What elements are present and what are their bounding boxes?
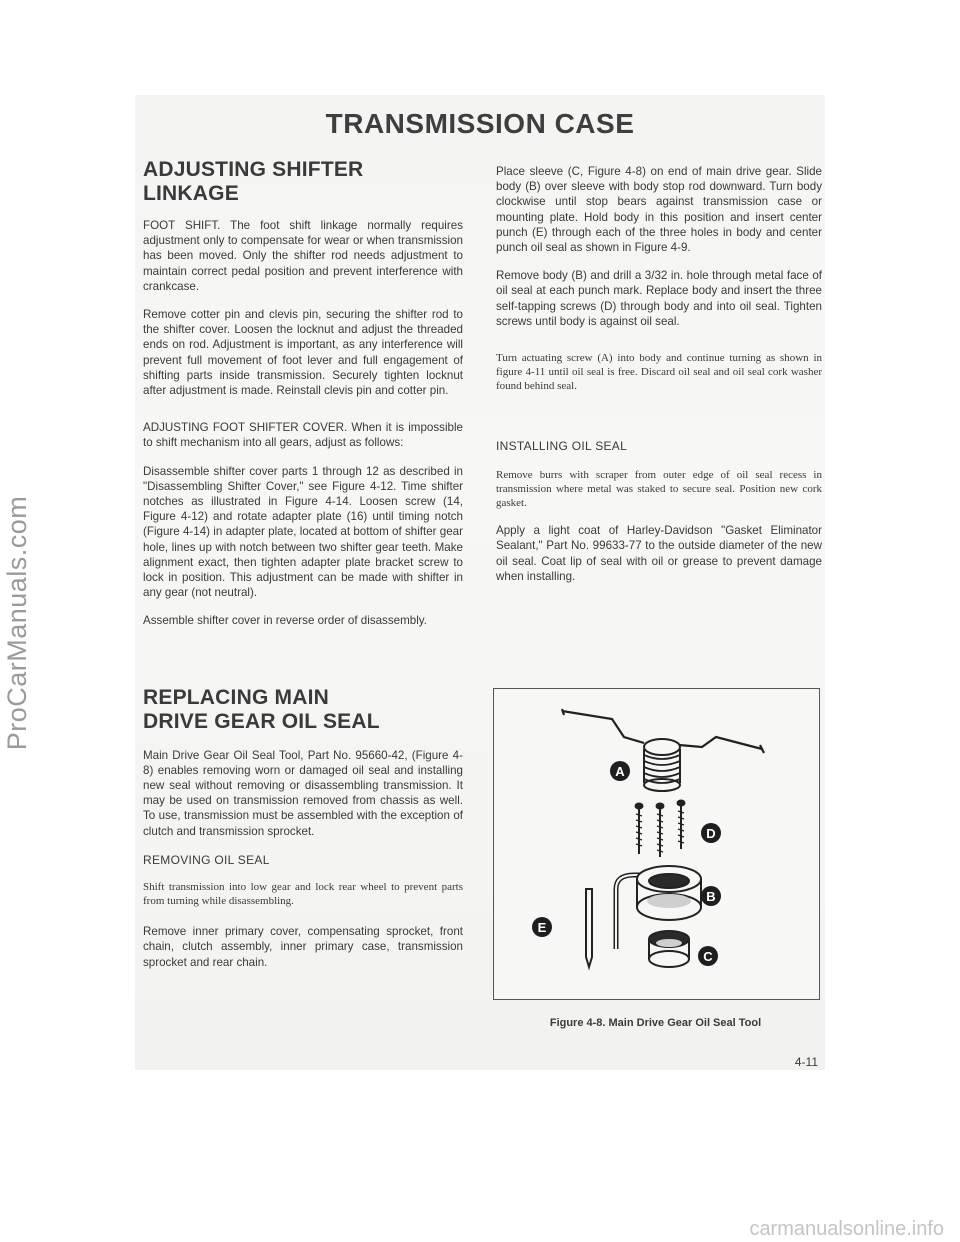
callout-B — [701, 886, 721, 906]
figure-caption: Figure 4-8. Main Drive Gear Oil Seal Tool — [549, 1017, 762, 1029]
paragraph-assemble-shifter-cover: Assemble shifter cover in reverse order of disassembly. — [143, 614, 427, 628]
section-heading-replacing-main-drive-gear-oil-seal — [143, 686, 463, 734]
paragraph-remove-burrs: Remove burrs with scraper from outer edge of oil seal recess in transmission where metal was staked to secure seal. Position new cork gasket. — [496, 469, 822, 510]
callout-C-label: C — [703, 949, 713, 964]
paragraph-main-drive-gear-oil-seal-tool: Main Drive Gear Oil Seal Tool, Part No. 95660-42, (Figure 4-8) enables removing worn or damaged oil seal and installing new seal without removing or disassembling transmission. It may be used on transmission removed from chassis as well. To use, transmission must be assembled with the exception of clutch and transmission sprocket. — [143, 748, 463, 838]
paragraph-place-sleeve: Place sleeve (C, Figure 4-8) on end of main drive gear. Slide body (B) over sleeve with body stop rod downward. Turn body clockwise until stop bears against transmission case or mounting plate. Hold body in this position and insert center punch (E) through each of the three holes in body and center punch oil seal as shown in Figure 4-9. — [496, 165, 822, 255]
left-column — [143, 158, 463, 983]
bottom-watermark — [0, 1218, 960, 1241]
right-column — [496, 164, 822, 597]
actuating-screw-icon — [644, 739, 680, 791]
callout-E-label: E — [537, 920, 547, 935]
figure-4-8 — [493, 688, 820, 1000]
paragraph-remove-cotter-pin: Remove cotter pin and clevis pin, securing the shifter rod to the shifter cover. Loosen the locknut and adjust the threaded ends on rod. Adjustment is important, as any interference will prevent full movement of foot lever and full engagement of shifting parts inside transmission. Securely tighten locknut after adjustment is made. Reinstall clevis pin and cotter pin. — [143, 308, 463, 398]
callout-B-label: B — [706, 889, 716, 904]
oil-seal-tool-illustration — [494, 689, 819, 999]
heading-line-2: DRIVE GEAR OIL SEAL — [143, 709, 380, 733]
bottom-watermark-text: carmanualsonline.info — [749, 1218, 944, 1240]
paragraph-adjusting-foot-shifter-cover: ADJUSTING FOOT SHIFTER COVER. When it is impossible to shift mechanism into all gears, adjust as follows: — [143, 421, 463, 450]
paragraph-disassemble-shifter-cover: Disassemble shifter cover parts 1 through 12 as described in "Disassembling Shifter Cover," see Figure 4-12. Time shifter notches as illustrated in Figure 4-14. Loosen screw (14, Figure 4-12) and rotate adapter plate (16) until timing notch (Figure 4-14) in adapter plate, located at bottom of shifter gear hole, lines up with notch between two shifter gear teeth. Make alignment exact, then tighten adapter plate bracket screw to lock in position. This adjustment can be made with shifter in any gear (not neutral). — [143, 464, 463, 600]
self-tapping-screws-icon — [635, 800, 685, 857]
subheading-removing-oil-seal: REMOVING OIL SEAL — [143, 852, 270, 867]
paragraph-remove-inner-primary-cover: Remove inner primary cover, compensating sprocket, front chain, clutch assembly, inner primary case, transmission sprocket and rear chain. — [143, 925, 463, 969]
callout-C — [698, 946, 718, 966]
sleeve-icon — [649, 931, 689, 967]
paragraph-shift-transmission: Shift transmission into low gear and lock rear wheel to prevent parts from turning while disassembling. — [143, 881, 463, 908]
center-punch-icon — [586, 889, 592, 967]
callout-D-label: D — [706, 826, 716, 841]
heading-line-1: REPLACING MAIN — [143, 685, 329, 709]
page-number: 4-11 — [794, 1055, 818, 1069]
section-heading-adjusting-shifter-linkage: ADJUSTING SHIFTER LINKAGE — [143, 158, 364, 205]
paragraph-foot-shift: FOOT SHIFT. The foot shift linkage normally requires adjustment only to compensate for wear or when transmission has been moved. Only the shifter rod needs adjustment to maintain correct pedal position and prevent interference with crankcase. — [143, 219, 463, 293]
handle-right-arm-icon — [679, 737, 762, 749]
callout-E — [532, 917, 552, 937]
subheading-installing-oil-seal: INSTALLING OIL SEAL — [496, 439, 628, 454]
paragraph-turn-actuating-screw: Turn actuating screw (A) into body and continue turning as shown in figure 4-11 until oil seal is free. Discard oil seal and oil seal cork washer found behind seal. — [496, 352, 822, 393]
paragraph-apply-gasket-sealant: Apply a light coat of Harley-Davidson "Gasket Eliminator Sealant," Part No. 99633-77 to the outside diameter of the new oil seal. Coat lip of seal with oil or grease to prevent damage when installing. — [496, 524, 822, 583]
callout-A-label: A — [615, 764, 625, 779]
page-title: TRANSMISSION CASE — [325, 108, 635, 139]
callout-A — [610, 761, 630, 781]
paragraph-remove-body-drill: Remove body (B) and drill a 3/32 in. hole through metal face of oil seal at each punch mark. Replace body and insert the three self-tapping screws (D) through body and into oil seal. Tighten screws until body is against oil seal. — [496, 269, 822, 328]
side-watermark: ProCarManuals.com — [2, 495, 32, 751]
handle-left-arm-icon — [562, 711, 644, 743]
callout-D — [701, 823, 721, 843]
